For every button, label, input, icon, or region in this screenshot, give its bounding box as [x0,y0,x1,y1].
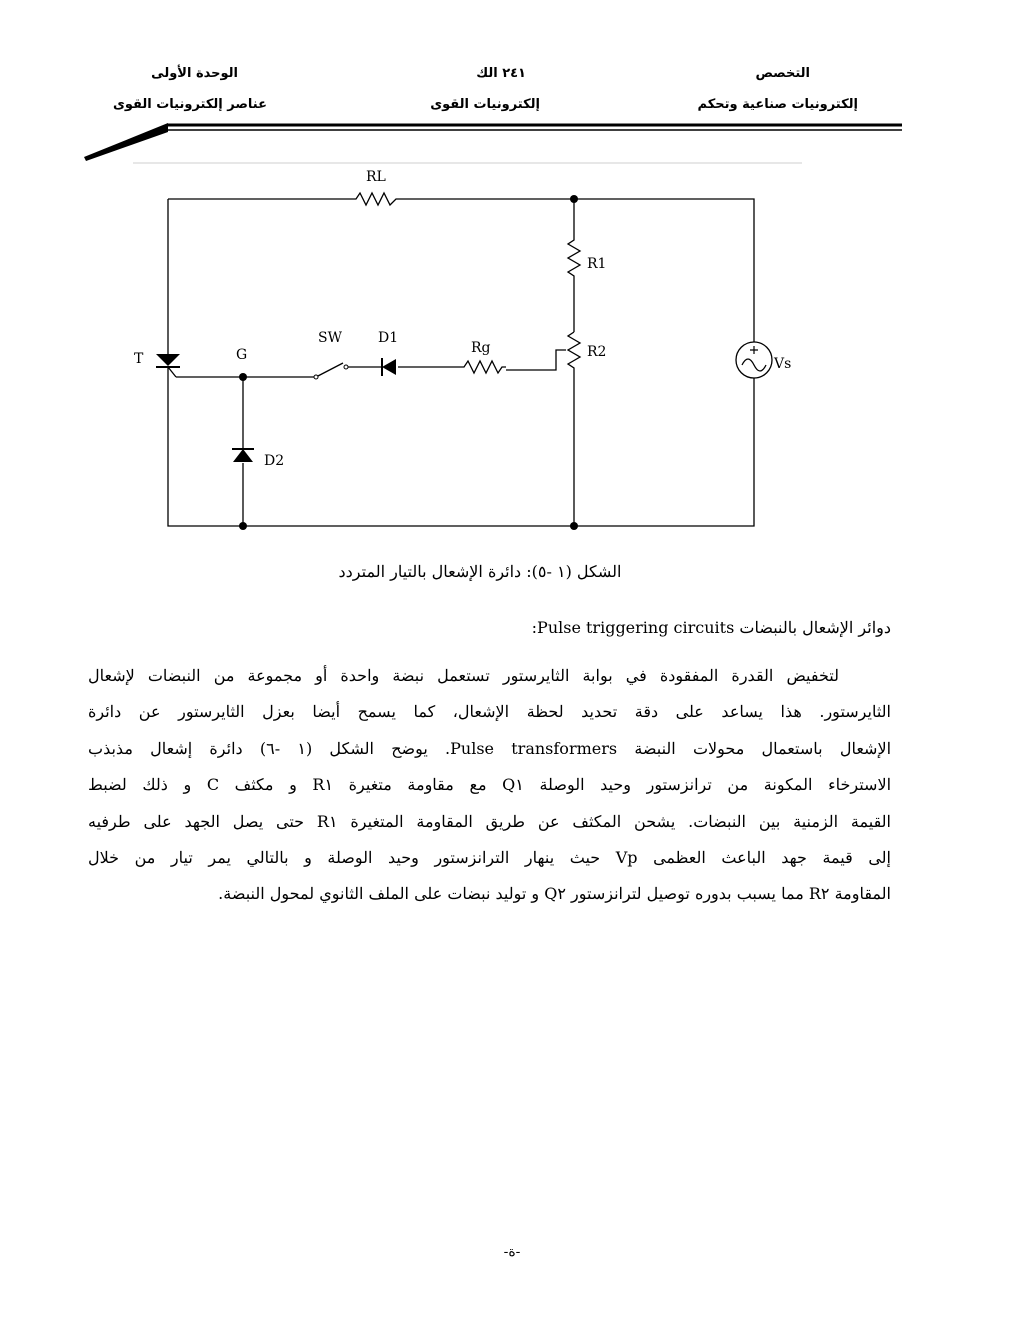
header-specialization-label: التخصص [755,66,810,81]
paragraph-line: الإشعال باستعمال محولات النبضة Pulse transformers. يوضح الشكل (١ -٦) دائرة إشعال مذبذب [88,738,892,758]
r2-wiper [506,350,566,370]
header-rule [0,0,1024,170]
label-vs: Vs [774,356,792,372]
paragraph-line: إلى قيمة جهد الباعث العظمى Vp حيث ينهار الترانزستور وحيد الوصلة و بالتالي يمر تيار من خلال [88,848,891,868]
header-unit-label: الوحدة الأولى [151,66,238,81]
label-d2: D2 [264,453,285,469]
junction-dot-bottom-left [239,522,247,530]
d1-diode-icon [382,359,396,375]
label-d1: D1 [378,330,399,346]
sw-contact-left [314,375,318,379]
header-unit-title: عناصر إلكترونيات القوى [112,97,267,112]
left-wire [168,199,754,526]
page-number: -ة- [503,1244,521,1260]
figure-caption: الشكل (١ -٥): دائرة الإشعال بالتيار المتردد [338,562,622,581]
ac-triggering-circuit-diagram [130,162,805,552]
paragraph-line: لتخفيض القدرة المفقودة في بوابة الثايرستور تستعمل نبضة واحدة أو مجموعة من النبضات لإشعال [88,666,839,685]
label-sw: SW [318,330,342,346]
header-course-code: ٢٤١ الك [476,66,526,81]
label-r1: R1 [587,256,607,272]
top-wire [168,193,754,342]
label-r2: R2 [587,344,607,360]
d2-diode-icon [233,449,253,462]
paragraph-line: المقاومة R٢ مما يسبب بدوره توصيل لترانزستور Q٢ و توليد نبضات على الملف الثانوي لمحول النبضة. [218,884,891,904]
junction-dot-gate [239,373,247,381]
thyristor-icon [156,354,180,366]
paragraph-line: القيمة الزمنية بين النبضات. يشحن المكثف عن طريق المقاومة المتغيرة R١ حتى يصل الجهد على طرفيه [88,811,891,831]
label-g: G [236,347,248,363]
sw-switch-blade [316,363,343,377]
sw-contact-right [344,365,348,369]
junction-dot-bottom-right [570,522,578,530]
label-rl: RL [366,169,386,185]
r1-resistor [568,199,580,332]
vs-plus-icon [750,346,758,354]
label-rg: Rg [471,340,491,356]
section-heading: دوائر الإشعال بالنبضات Pulse triggering circuits: [531,618,891,637]
body-paragraph [88,658,891,913]
header-specialization-value: إلكترونيات صناعية وتحكم [697,97,858,112]
vs-sine-icon [742,359,766,371]
paragraph-line: الاسترخاء المكونة من ترانزستور وحيد الوصلة Q١ مع مقاومة متغيرة R١ و مكثف C و ذلك لضبط [88,775,892,795]
header-course-title: إلكترونيات القوى [430,97,540,112]
junction-dot-top [570,195,578,203]
paragraph-line: الثايرستور. هذا يساعد على دقة تحديد لحظة الإشعال، كما يسمح أيضا بعزل الثايرستور عن دائرة [88,702,891,722]
r2-potentiometer [568,332,580,526]
label-t: T [134,351,144,367]
